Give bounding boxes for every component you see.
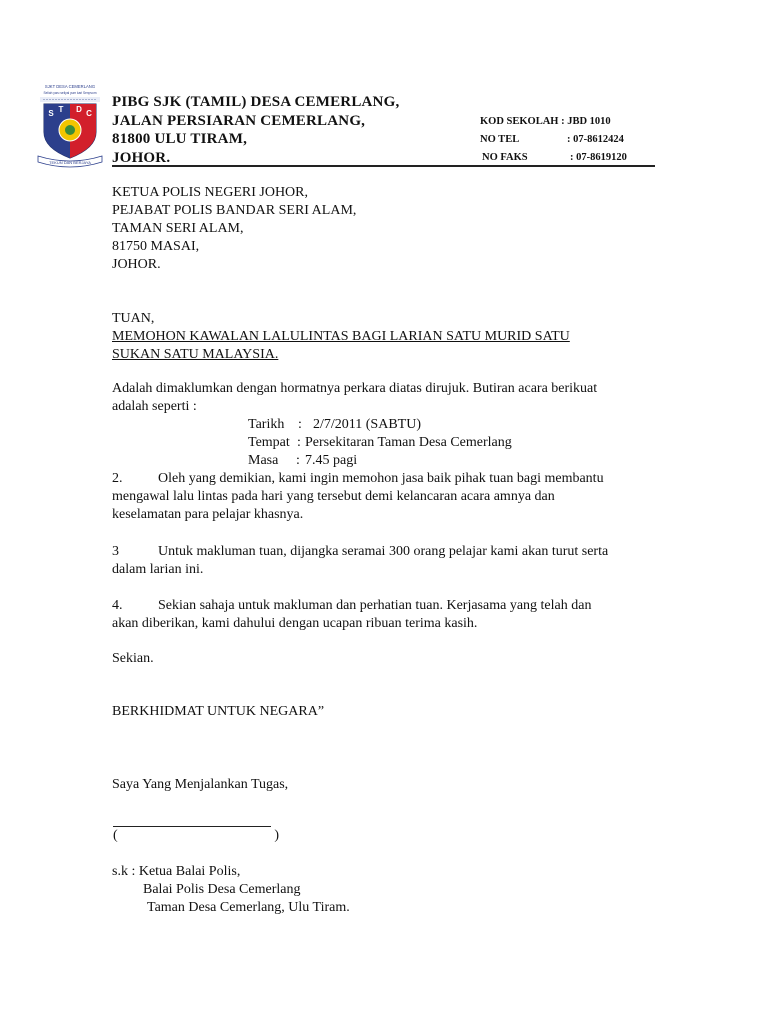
signature-line	[113, 826, 271, 827]
org-state: JOHOR.	[112, 149, 171, 166]
cc-line: Balai Polis Desa Cemerlang	[143, 882, 301, 897]
letterhead-org	[112, 93, 399, 167]
detail-time-label: Masa	[248, 453, 279, 468]
subject-line: SUKAN SATU MALAYSIA.	[112, 347, 279, 362]
crest-top-text: SJKT DESA CEMERLANG	[44, 84, 96, 89]
recipient-line: PEJABAT POLIS BANDAR SERI ALAM,	[112, 203, 357, 218]
paragraph-text: Untuk makluman tuan, dijangka seramai 300 orang pelajar kami akan turut serta	[158, 544, 609, 559]
crest-letter-d: D	[76, 105, 82, 114]
signature-close-paren: )	[274, 828, 279, 843]
motto-text: BERKHIDMAT UNTUK NEGARA”	[112, 704, 325, 719]
recipient-line: 81750 MASAI,	[112, 239, 200, 254]
paragraph-line: dalam larian ini.	[112, 562, 204, 577]
detail-date-label: Tarikh	[248, 417, 285, 432]
recipient-line: TAMAN SERI ALAM,	[112, 221, 244, 236]
paragraph-line: keselamatan para pelajar khasnya.	[112, 507, 304, 522]
cc-line: s.k : Ketua Balai Polis,	[112, 864, 241, 879]
detail-place-label: Tempat	[248, 435, 290, 450]
salutation-block	[112, 310, 570, 364]
crest-letter-t: T	[58, 105, 64, 114]
paragraph-first-line	[112, 470, 604, 488]
detail-date-value: 2/7/2011 (SABTU)	[313, 417, 421, 432]
signature-open-paren: (	[113, 828, 118, 843]
school-crest-icon	[34, 80, 106, 170]
subject-line: MEMOHON KAWALAN LALULINTAS BAGI LARIAN SATU MURID SATU	[112, 329, 570, 344]
paragraph-line: akan diberikan, kami dahului dengan ucapan ribuan terima kasih.	[112, 616, 478, 631]
recipient-line: KETUA POLIS NEGERI JOHOR,	[112, 185, 308, 200]
fax-label: NO FAKS	[482, 152, 528, 163]
paragraph-first-line	[112, 543, 608, 561]
paragraph-4	[112, 597, 591, 633]
intro-line: adalah seperti :	[112, 399, 197, 414]
fax-value: : 07-8619120	[570, 152, 627, 163]
detail-place-value: Persekitaran Taman Desa Cemerlang	[305, 435, 512, 450]
carbon-copy	[112, 863, 350, 917]
crest-motto-line: Seliah yaru seliyal yum kari Senpvom	[43, 91, 97, 95]
school-code: KOD SEKOLAH : JBD 1010	[480, 116, 611, 127]
detail-time-value: 7.45 pagi	[305, 453, 358, 468]
cc-line: Taman Desa Cemerlang, Ulu Tiram.	[147, 900, 350, 915]
phone-value: : 07-8612424	[567, 134, 624, 145]
detail-date-sep: :	[298, 417, 302, 432]
detail-place-sep: :	[297, 435, 301, 450]
paragraph-3	[112, 543, 608, 579]
paragraph-number: 3	[112, 544, 119, 559]
paragraph-number: 2.	[112, 471, 123, 486]
signoff-text: Saya Yang Menjalankan Tugas,	[112, 777, 289, 792]
salutation: TUAN,	[112, 311, 155, 326]
org-name: PIBG SJK (TAMIL) DESA CEMERLANG,	[112, 94, 400, 110]
phone-label: NO TEL	[480, 134, 520, 145]
recipient-line: JOHOR.	[112, 257, 161, 272]
paragraph-line: mengawal lalu lintas pada hari yang tersebut demi kelancaran acara amnya dan	[112, 489, 555, 504]
paragraph-2	[112, 470, 604, 524]
detail-time-sep: :	[296, 453, 300, 468]
crest-letter-s: S	[48, 109, 54, 118]
paragraph-text: Oleh yang demikian, kami ingin memohon jasa baik pihak tuan bagi membantu	[158, 471, 604, 486]
crest-ribbon-text: TEKUN DAN BERJAYA	[49, 160, 91, 165]
paragraph-text: Sekian sahaja untuk makluman dan perhatian tuan. Kerjasama yang telah dan	[158, 598, 592, 613]
crest-letter-c: C	[86, 109, 92, 118]
intro-paragraph	[112, 380, 597, 416]
letterhead-divider	[112, 165, 655, 167]
intro-line: Adalah dimaklumkan dengan hormatnya perkara diatas dirujuk. Butiran acara berikuat	[112, 381, 598, 396]
paragraph-first-line	[112, 597, 591, 615]
paragraph-number: 4.	[112, 598, 123, 613]
closing-text: Sekian.	[112, 651, 154, 666]
org-postcode-city: 81800 ULU TIRAM,	[112, 131, 248, 147]
recipient-address	[112, 184, 356, 274]
org-street: JALAN PERSIARAN CEMERLANG,	[112, 112, 366, 129]
